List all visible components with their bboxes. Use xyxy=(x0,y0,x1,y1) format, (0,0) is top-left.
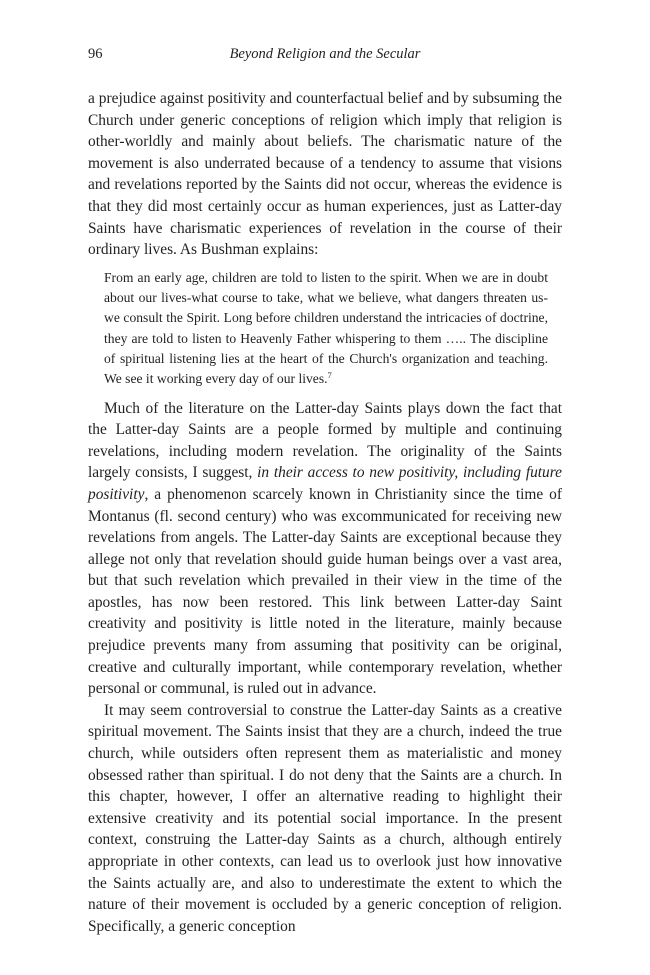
block-quote xyxy=(104,268,548,390)
running-title: Beyond Religion and the Secular xyxy=(229,46,421,62)
paragraph-2-end: , a phenomenon scarcely known in Christianity since the time of Montanus (fl. second century) who was excommunicated for receiving new revelations from angels. The Latter-day Saints are exceptional because they allege not only that revelation should guide human beings over a vast area, but that such revelation which prevailed in their view in the time of the apostles, has now been restored. This link between Latter-day Saint creativity and positivity is little noted in the literature, mainly because prejudice prevents many from assuming that positivity can be original, creative and culturally important, while contemporary revelation, whether personal or communal, is ruled out in advance. xyxy=(88,485,562,698)
paragraph-2 xyxy=(88,398,562,700)
paragraph-2-italic: in their access to new positivity, including future positivity xyxy=(88,464,563,503)
footnote-marker: 7 xyxy=(327,370,332,381)
paragraph-3: It may seem controversial to construe the Latter-day Saints as a creative spiritual movement. The Saints insist that they are a church, indeed the true church, while outsiders often represent them as materialistic and money obsessed rather than spiritual. I do not deny that the Saints are a church. In this chapter, however, I offer an alternative reading to highlight their extensive creativity and its potential social importance. In the present context, construing the Latter-day Saints as a church, although entirely appropriate in other contexts, can lead us to overlook just how innovative the Saints actually are, and also to underestimate the extent to which the nature of their movement is occluded by a generic conception of religion. Specifically, a generic conception xyxy=(88,701,562,935)
body-text xyxy=(88,88,562,937)
page-number: 96 xyxy=(88,46,103,62)
page-header xyxy=(88,44,562,64)
paragraph-1: a prejudice against positivity and counterfactual belief and by subsuming the Church under generic conceptions of religion which imply that religion is other-worldly and mainly about beliefs. The charismatic nature of the movement is also underrated because of a tendency to assume that visions and revelations reported by the Saints did not occur, whereas the evidence is that they did most certainly occur as human experiences, just as Latter-day Saints have charismatic experiences of revelation in the course of their ordinary lives. As Bushman explains: xyxy=(88,90,562,259)
block-quote-text: From an early age, children are told to listen to the spirit. When we are in doubt about our lives-what course to take, what we believe, what dangers threaten us-we consult the Spirit. Long before children understand the intricacies of doctrine, they are told to listen to Heavenly Father whispering to them ….. The discipline of spiritual listening lies at the heart of the Church's organization and teaching. We see it working every day of our lives. xyxy=(104,269,548,387)
paragraph-2-start: Much of the literature on the Latter-day Saints plays down the fact that the Latter-day Saints are a people formed by multiple and continuing revelations, including modern revelation. The originality of the Saints largely consists, I suggest, xyxy=(88,399,562,482)
